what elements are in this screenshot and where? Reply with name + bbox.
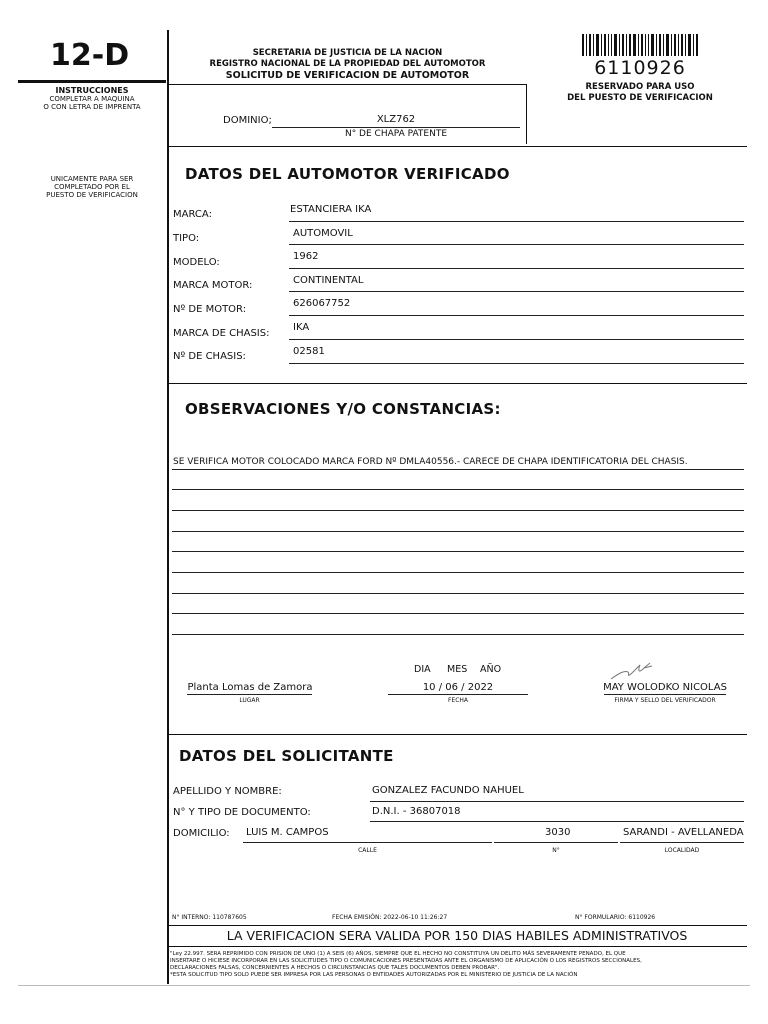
left-margin-rule	[167, 30, 169, 984]
vehicle-field-value-nro-motor: 626067752	[293, 298, 351, 309]
observation-line	[172, 531, 744, 532]
legal-line-1: "Ley 22.997. SERA REPRIMIDO CON PRISION DE UNO (1) A SEIS (6) AÑOS, SIEMPRE QUE EL HECHO NO CONSTITUYA UN DELITO MÁS SEVERAMENTE PENADO, EL QUE	[170, 951, 626, 957]
dominio-caption: N° DE CHAPA PATENTE	[344, 129, 448, 139]
instructions-line-2: O CON LETRA DE IMPRENTA	[43, 103, 141, 111]
applicant-number-underline	[494, 842, 618, 843]
dominio-right-rule	[526, 84, 527, 144]
applicant-number-value: 3030	[545, 827, 571, 838]
vehicle-field-line	[289, 291, 744, 292]
verifier-name: MAY WOLODKO NICOLAS	[603, 682, 727, 693]
applicant-name-underline	[370, 801, 744, 802]
applicant-doc-underline	[370, 821, 744, 822]
vehicle-field-line	[289, 221, 744, 222]
vehicle-field-value-marca: ESTANCIERA IKA	[290, 204, 372, 215]
date-header-day: DIA	[414, 664, 431, 675]
header-line-2: REGISTRO NACIONAL DE LA PROPIEDAD DEL AUTOMOTOR	[209, 59, 486, 69]
verifier-underline	[604, 694, 726, 695]
reserved-line-1: RESERVADO PARA USO	[585, 82, 695, 92]
only-for-line-1: UNICAMENTE PARA SER	[50, 175, 134, 183]
number-caption: N°	[552, 847, 560, 854]
vehicle-field-label-nro-chasis: Nº DE CHASIS:	[173, 351, 246, 362]
vehicle-field-label-marca-motor: MARCA MOTOR:	[173, 280, 253, 291]
page-bottom-rule	[18, 985, 750, 986]
observations-text: SE VERIFICA MOTOR COLOCADO MARCA FORD Nº DMLA40556.- CARECE DE CHAPA IDENTIFICATORIA DEL CHASIS.	[173, 457, 688, 467]
validity-notice: LA VERIFICACION SERA VALIDA POR 150 DIAS HABILES ADMINISTRATIVOS	[226, 928, 688, 943]
observation-line	[172, 551, 744, 552]
date-underline	[388, 694, 528, 695]
vehicle-field-label-nro-motor: Nº DE MOTOR:	[173, 304, 247, 315]
vehicle-field-value-marca-chasis: IKA	[293, 322, 310, 333]
observation-line	[172, 489, 744, 490]
vehicle-field-value-marca-motor: CONTINENTAL	[293, 275, 364, 286]
instructions-title: INSTRUCCIONES	[55, 86, 129, 95]
vehicle-field-line	[289, 268, 744, 269]
observations-section-title: OBSERVACIONES Y/O CONSTANCIAS:	[185, 400, 501, 418]
vehicle-field-label-marca: MARCA:	[173, 209, 212, 220]
observation-line	[172, 634, 744, 635]
legal-line-2: INSERTARE O HICIESE INCORPORAR EN LAS SOLICITUDES TIPO O COMUNICACIONES PRESENTADAS ANTE EL ORGANISMO DE APLICACIÓN O LOS REGISTROS SECCIONALES,	[170, 958, 642, 964]
applicant-section-title: DATOS DEL SOLICITANTE	[179, 747, 394, 765]
barcode	[582, 34, 700, 56]
place-value: Planta Lomas de Zamora	[187, 682, 313, 693]
dominio-underline	[272, 127, 520, 128]
dominio-label: DOMINIO;	[223, 115, 272, 126]
vehicle-field-value-tipo: AUTOMOVIL	[293, 228, 353, 239]
applicant-locality-value: SARANDI - AVELLANEDA	[623, 827, 744, 838]
verifier-caption: FIRMA Y SELLO DEL VERIFICADOR	[614, 697, 716, 704]
applicant-street-value: LUIS M. CAMPOS	[246, 827, 329, 838]
place-caption: LUGAR	[239, 697, 260, 704]
legal-line-3: DECLARACIONES FALSAS, CONCERNIENTES A HECHOS O CIRCUNSTANCIAS QUE TALES DOCUMENTOS DEBEN PROBAR".	[170, 965, 500, 971]
date-value: 10 / 06 / 2022	[422, 682, 494, 693]
vehicle-field-line	[289, 244, 744, 245]
vehicle-section-bottom-rule	[167, 383, 747, 384]
validity-top-rule	[167, 925, 747, 926]
header-line-3: SOLICITUD DE VERIFICACION DE AUTOMOTOR	[225, 70, 470, 81]
legal-line-4: *ESTA SOLICITUD TIPO SOLO PUEDE SER IMPRESA POR LAS PERSONAS O ENTIDADES AUTORIZADAS POR EL MINISTERIO DE JUSTICIA DE LA NACIÓN	[170, 972, 578, 978]
vehicle-field-line	[289, 339, 744, 340]
street-caption: CALLE	[358, 847, 377, 854]
vehicle-section-title: DATOS DEL AUTOMOTOR VERIFICADO	[185, 165, 510, 183]
only-for-line-3: PUESTO DE VERIFICACION	[46, 191, 138, 199]
applicant-name-value: GONZALEZ FACUNDO NAHUEL	[372, 785, 524, 796]
date-header-year: AÑO	[480, 664, 502, 675]
observation-line	[172, 593, 744, 594]
date-header-month: MES	[447, 664, 468, 675]
locality-caption: LOCALIDAD	[664, 847, 700, 854]
instructions-line-1: COMPLETAR A MAQUINA	[49, 95, 135, 103]
dominio-value: XLZ762	[376, 114, 416, 125]
form-number: N° FORMULARIO: 6110926	[575, 914, 656, 921]
vehicle-field-label-modelo: MODELO:	[173, 257, 220, 268]
form-code-underline	[18, 80, 166, 83]
reserved-line-2: DEL PUESTO DE VERIFICACION	[567, 93, 713, 103]
observation-line	[172, 510, 744, 511]
applicant-doc-label: N° Y TIPO DE DOCUMENTO:	[173, 807, 311, 818]
issue-date: FECHA EMISIÓN: 2022-06-10 11:26:27	[332, 914, 448, 921]
barcode-number: 6110926	[594, 57, 686, 79]
vehicle-field-label-tipo: TIPO:	[173, 233, 200, 244]
applicant-doc-value: D.N.I. - 36807018	[372, 806, 461, 817]
vehicle-field-label-marca-chasis: MARCA DE CHASIS:	[173, 328, 270, 339]
vehicle-field-value-modelo: 1962	[293, 251, 319, 262]
observation-line	[172, 572, 744, 573]
vehicle-field-line	[289, 315, 744, 316]
validity-bottom-rule	[167, 946, 747, 947]
place-underline	[187, 694, 312, 695]
date-caption: FECHA	[447, 697, 469, 704]
observations-bottom-rule	[167, 734, 747, 735]
vehicle-field-value-nro-chasis: 02581	[293, 346, 325, 357]
vehicle-field-line	[289, 363, 744, 364]
applicant-street-underline	[243, 842, 492, 843]
observation-line	[172, 469, 744, 470]
form-code: 12-D	[50, 38, 130, 73]
observation-line	[172, 613, 744, 614]
header-line-1: SECRETARIA DE JUSTICIA DE LA NACION	[252, 48, 443, 58]
applicant-name-label: APELLIDO Y NOMBRE:	[173, 786, 282, 797]
data-section-top-rule	[167, 146, 747, 147]
header-bottom-rule	[167, 84, 527, 85]
applicant-address-label: DOMICILIO:	[173, 828, 230, 839]
applicant-locality-underline	[620, 842, 744, 843]
internal-number: N° INTERNO: 110787605	[172, 914, 247, 921]
only-for-line-2: COMPLETADO POR EL	[54, 183, 130, 191]
verifier-signature	[608, 660, 658, 682]
